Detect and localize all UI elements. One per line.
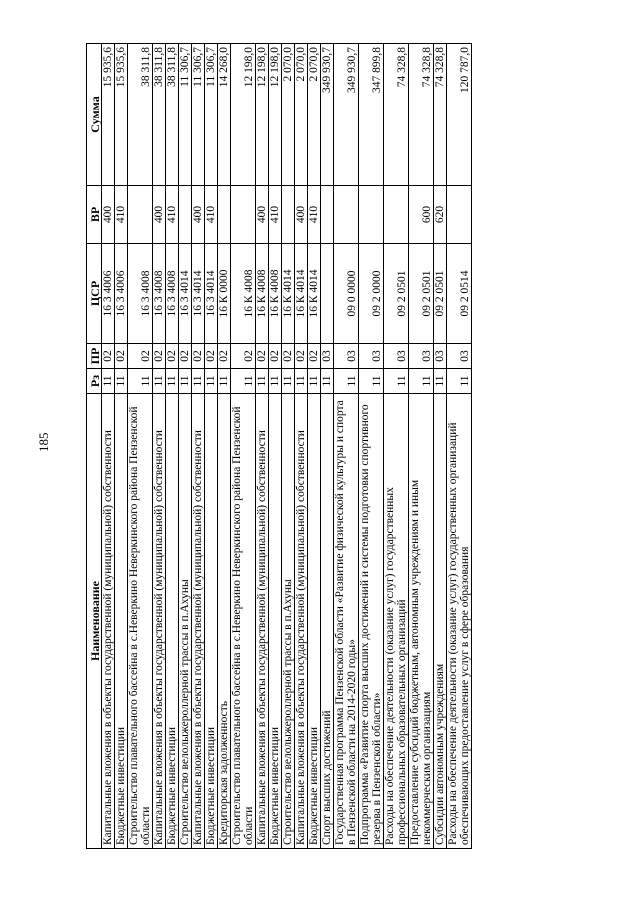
row-csr: 16 3 4008	[128, 244, 153, 344]
row-vr: 400	[295, 186, 308, 244]
row-name: Расходы на обеспечение деятельности (оказание услуг) государственных организаций обеспечивающих предоставление услуг в сфере образования	[447, 394, 472, 849]
row-pr: 02	[179, 344, 192, 369]
row-sum: 74 328,8	[384, 44, 409, 186]
table-row	[447, 44, 472, 849]
header-vr: ВР	[87, 186, 102, 244]
row-rz: 11	[179, 369, 192, 394]
table-row	[269, 44, 282, 849]
row-vr: 400	[192, 186, 205, 244]
row-vr	[179, 186, 192, 244]
row-csr: 16 3 4006	[102, 244, 115, 344]
row-rz: 11	[282, 369, 295, 394]
row-rz: 11	[409, 369, 434, 394]
table-row	[102, 44, 115, 849]
row-rz: 11	[359, 369, 384, 394]
row-pr: 02	[153, 344, 166, 369]
row-rz: 11	[153, 369, 166, 394]
row-name: Субсидии автономным учреждениям	[434, 394, 447, 849]
row-vr: 410	[308, 186, 321, 244]
row-sum: 11 306,7	[192, 44, 205, 186]
row-rz: 11	[269, 369, 282, 394]
row-pr: 02	[102, 344, 115, 369]
row-rz: 11	[308, 369, 321, 394]
row-vr	[282, 186, 295, 244]
row-csr: 16 К 4014	[308, 244, 321, 344]
page-number: 185	[36, 432, 51, 452]
row-sum: 2 070,0	[295, 44, 308, 186]
row-pr: 02	[308, 344, 321, 369]
row-vr	[334, 186, 359, 244]
row-vr	[384, 186, 409, 244]
row-sum: 38 311,8	[128, 44, 153, 186]
row-pr: 03	[334, 344, 359, 369]
row-vr	[321, 186, 334, 244]
row-csr: 16 3 4014	[205, 244, 218, 344]
row-sum: 349 930,7	[321, 44, 334, 186]
row-pr: 03	[359, 344, 384, 369]
row-pr: 03	[447, 344, 472, 369]
row-name: Капитальные вложения в объекты государственной (муниципальной) собственности	[192, 394, 205, 849]
row-sum: 12 198,0	[256, 44, 269, 186]
row-csr: 16 К 0000	[218, 244, 231, 344]
row-vr: 620	[434, 186, 447, 244]
table-row	[115, 44, 128, 849]
row-sum: 12 198,0	[231, 44, 256, 186]
row-csr: 16 К 4014	[295, 244, 308, 344]
table-row	[231, 44, 256, 849]
row-sum: 12 198,0	[269, 44, 282, 186]
row-sum: 11 306,7	[205, 44, 218, 186]
row-name: Строительство велолыжероллерной трассы в п.Ахуны	[179, 394, 192, 849]
row-rz: 11	[115, 369, 128, 394]
row-csr: 16 3 4006	[115, 244, 128, 344]
header-csr: ЦСР	[87, 244, 102, 344]
row-rz: 11	[256, 369, 269, 394]
row-csr: 16 К 4008	[256, 244, 269, 344]
row-sum: 120 787,0	[447, 44, 472, 186]
table-row	[128, 44, 153, 849]
row-rz: 11	[447, 369, 472, 394]
row-name: Капитальные вложения в объекты государственной (муниципальной) собственности	[256, 394, 269, 849]
row-pr: 02	[231, 344, 256, 369]
row-csr: 16 3 4014	[192, 244, 205, 344]
row-name: Подпрограмма «Развитие спорта высших достижений и системы подготовки спортивного резерва в Пензенской области»	[359, 394, 384, 849]
row-rz: 11	[334, 369, 359, 394]
table-row	[153, 44, 166, 849]
row-pr: 03	[321, 344, 334, 369]
table-row	[308, 44, 321, 849]
row-name: Строительство плавательного бассейна в с.Неверкино Неверкинского района Пензенской области	[231, 394, 256, 849]
row-vr: 410	[205, 186, 218, 244]
rotated-page	[86, 44, 531, 849]
row-name: Бюджетные инвестиции	[205, 394, 218, 849]
row-sum: 74 328,8	[409, 44, 434, 186]
row-pr: 02	[295, 344, 308, 369]
row-pr: 02	[128, 344, 153, 369]
row-csr: 09 2 0000	[359, 244, 384, 344]
row-rz: 11	[166, 369, 179, 394]
table-row	[166, 44, 179, 849]
row-sum: 2 070,0	[282, 44, 295, 186]
table-row	[409, 44, 434, 849]
row-rz: 11	[231, 369, 256, 394]
row-vr: 410	[269, 186, 282, 244]
row-rz: 11	[321, 369, 334, 394]
row-name: Спорт высших достижений	[321, 394, 334, 849]
row-sum: 15 935,6	[102, 44, 115, 186]
row-csr: 16 3 4008	[166, 244, 179, 344]
row-name: Бюджетные инвестиции	[308, 394, 321, 849]
row-pr: 02	[218, 344, 231, 369]
row-pr: 02	[269, 344, 282, 369]
row-vr: 410	[166, 186, 179, 244]
row-csr: 09 2 0514	[447, 244, 472, 344]
row-pr: 02	[166, 344, 179, 369]
row-vr: 400	[256, 186, 269, 244]
row-vr	[218, 186, 231, 244]
row-vr: 600	[409, 186, 434, 244]
table-row	[295, 44, 308, 849]
row-name: Капитальные вложения в объекты государственной (муниципальной) собственности	[102, 394, 115, 849]
header-sum: Сумма	[87, 44, 102, 186]
row-name: Капитальные вложения в объекты государственной (муниципальной) собственности	[153, 394, 166, 849]
header-row	[87, 44, 102, 849]
row-vr	[231, 186, 256, 244]
row-name: Расходы на обеспечение деятельности (оказание услуг) государственных профессиональных образовательных организаций	[384, 394, 409, 849]
row-pr: 03	[434, 344, 447, 369]
table-row	[192, 44, 205, 849]
budget-table	[86, 43, 472, 849]
row-vr: 410	[115, 186, 128, 244]
row-vr	[447, 186, 472, 244]
table-row	[334, 44, 359, 849]
row-csr: 16 К 4014	[282, 244, 295, 344]
row-sum: 15 935,6	[115, 44, 128, 186]
row-rz: 11	[218, 369, 231, 394]
row-csr: 09 2 0501	[434, 244, 447, 344]
row-csr	[321, 244, 334, 344]
row-vr	[128, 186, 153, 244]
header-rz: Рз	[87, 369, 102, 394]
row-pr: 02	[256, 344, 269, 369]
row-csr: 09 2 0501	[384, 244, 409, 344]
row-csr: 16 3 4014	[179, 244, 192, 344]
row-sum: 11 306,7	[179, 44, 192, 186]
row-name: Строительство плавательного бассейна в с.Неверкино Неверкинского района Пензенской области	[128, 394, 153, 849]
row-sum: 347 899,8	[359, 44, 384, 186]
row-name: Кредиторская задолженность	[218, 394, 231, 849]
row-rz: 11	[295, 369, 308, 394]
row-name: Бюджетные инвестиции	[115, 394, 128, 849]
row-name: Бюджетные инвестиции	[166, 394, 179, 849]
row-pr: 03	[384, 344, 409, 369]
row-pr: 02	[205, 344, 218, 369]
row-sum: 74 328,8	[434, 44, 447, 186]
row-name: Предоставление субсидий бюджетным, автономным учреждениям и иным некоммерческим организациям	[409, 394, 434, 849]
row-rz: 11	[102, 369, 115, 394]
table-row	[321, 44, 334, 849]
table-row	[384, 44, 409, 849]
row-sum: 349 930,7	[334, 44, 359, 186]
row-vr: 400	[102, 186, 115, 244]
table-row	[359, 44, 384, 849]
table-row	[256, 44, 269, 849]
row-sum: 38 311,8	[153, 44, 166, 186]
row-name: Бюджетные инвестиции	[269, 394, 282, 849]
row-csr: 16 3 4008	[153, 244, 166, 344]
header-pr: ПР	[87, 344, 102, 369]
row-name: Государственная программа Пензенской области «Развитие физической культуры и спорта в Пензенской области на 2014-2020 годы»	[334, 394, 359, 849]
row-pr: 02	[282, 344, 295, 369]
row-name: Строительство велолыжероллерной трассы в п.Ахуны	[282, 394, 295, 849]
row-vr	[359, 186, 384, 244]
row-sum: 38 311,8	[166, 44, 179, 186]
row-csr: 16 К 4008	[269, 244, 282, 344]
row-rz: 11	[384, 369, 409, 394]
row-rz: 11	[128, 369, 153, 394]
row-csr: 09 0 0000	[334, 244, 359, 344]
row-pr: 03	[409, 344, 434, 369]
table-row	[179, 44, 192, 849]
table-row	[205, 44, 218, 849]
row-rz: 11	[205, 369, 218, 394]
row-sum: 14 268,0	[218, 44, 231, 186]
row-sum: 2 070,0	[308, 44, 321, 186]
row-rz: 11	[192, 369, 205, 394]
row-pr: 02	[192, 344, 205, 369]
table-row	[282, 44, 295, 849]
row-name: Капитальные вложения в объекты государственной (муниципальной) собственности	[295, 394, 308, 849]
row-vr: 400	[153, 186, 166, 244]
row-rz: 11	[434, 369, 447, 394]
table-row	[218, 44, 231, 849]
row-csr: 16 К 4008	[231, 244, 256, 344]
table-row	[434, 44, 447, 849]
header-name: Наименование	[87, 394, 102, 849]
row-pr: 02	[115, 344, 128, 369]
row-csr: 09 2 0501	[409, 244, 434, 344]
